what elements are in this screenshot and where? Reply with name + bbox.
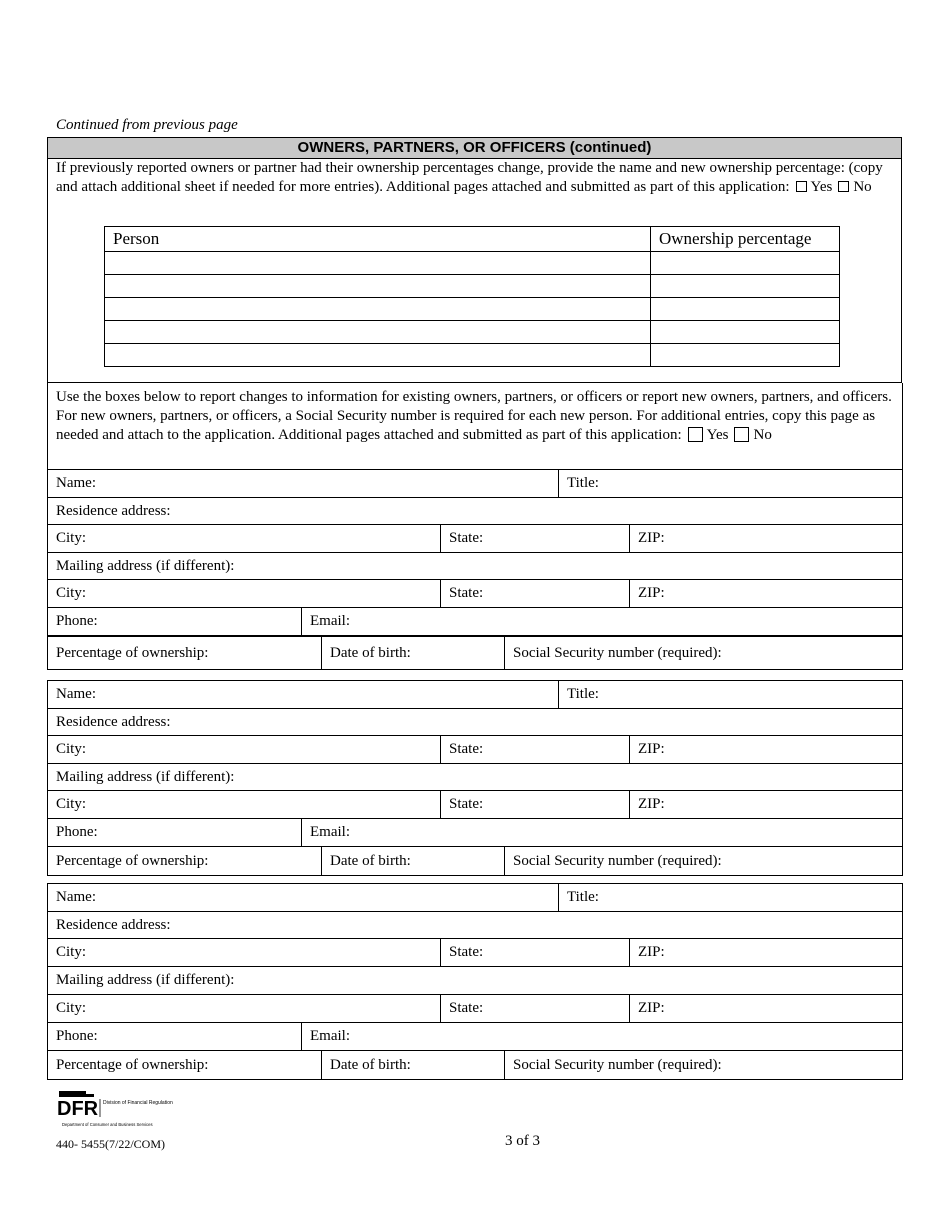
- mailing-city-field[interactable]: City:: [56, 585, 87, 601]
- page-number: 3 of 3: [505, 1133, 540, 1149]
- residence-address-field[interactable]: Residence address:: [56, 916, 171, 933]
- continued-note: Continued from previous page: [56, 117, 238, 133]
- city-field[interactable]: City:: [56, 741, 87, 757]
- percentage-field[interactable]: Percentage of ownership:: [56, 644, 209, 661]
- zip-field[interactable]: ZIP:: [629, 939, 902, 966]
- attached-yes-checkbox-2[interactable]: [688, 427, 703, 442]
- percentage-input[interactable]: [651, 321, 840, 344]
- attached-no-checkbox-1[interactable]: [838, 181, 849, 192]
- person-input[interactable]: [105, 298, 651, 321]
- city-field[interactable]: City:: [56, 530, 87, 546]
- city-row: [48, 791, 902, 819]
- mailing-state-field[interactable]: State:: [440, 580, 629, 607]
- person-input[interactable]: [105, 321, 651, 344]
- city-row: [48, 525, 902, 553]
- ownership-change-instructions: [56, 159, 896, 197]
- changes-instructions: [56, 388, 896, 445]
- residence-row: [48, 498, 902, 525]
- phone-field[interactable]: Phone:: [56, 824, 98, 840]
- name-row: [48, 884, 902, 912]
- title-field[interactable]: Title:: [558, 470, 902, 497]
- ownership-row: [48, 847, 902, 875]
- name-field[interactable]: Name:: [56, 686, 96, 702]
- title-field[interactable]: Title:: [558, 681, 902, 708]
- mailing-address-field[interactable]: Mailing address (if different):: [56, 972, 235, 988]
- percentage-input[interactable]: [651, 275, 840, 298]
- yes-label: Yes: [706, 427, 729, 443]
- residence-row: [48, 912, 902, 939]
- name-row: [48, 470, 902, 498]
- person-block-2: [47, 680, 903, 876]
- mailing-state-field[interactable]: State:: [440, 791, 629, 818]
- state-field[interactable]: State:: [440, 736, 629, 763]
- person-input[interactable]: [105, 344, 651, 367]
- phone-field[interactable]: Phone:: [56, 1028, 98, 1044]
- yes-label: Yes: [810, 179, 833, 195]
- table-row: [105, 344, 840, 367]
- email-field[interactable]: Email:: [301, 1023, 902, 1050]
- phone-row: [48, 608, 902, 636]
- logo-dept-text: Department of Consumer and Business Services: [62, 1122, 153, 1127]
- dob-field[interactable]: Date of birth:: [321, 847, 504, 875]
- mailing-row: [48, 967, 902, 995]
- phone-row: [48, 819, 902, 847]
- title-field[interactable]: Title:: [558, 884, 902, 911]
- city-field[interactable]: City:: [56, 944, 87, 960]
- phone-row: [48, 1023, 902, 1051]
- person-block-1: [47, 469, 903, 670]
- intro-text-1: If previously reported owners or partner had their ownership percentages change, provide the name and new ownership percentage: (copy and attach additional sheet if needed for more entries). Additional pages attached and submitted as part of this application:: [56, 160, 883, 195]
- intro-text-2: Use the boxes below to report changes to information for existing owners, partners, or officers or report new owners, partners, and officers. For new owners, partners, or officers, a Social Security number is required for each new person. For additional entries, copy this page as needed and attach to the application. Additional pages attached and submitted as part of this application:: [56, 389, 892, 443]
- attached-yes-checkbox-1[interactable]: [796, 181, 807, 192]
- ownership-row: [48, 1051, 902, 1079]
- state-field[interactable]: State:: [440, 939, 629, 966]
- mailing-row: [48, 764, 902, 791]
- col-percent-header: Ownership percentage: [651, 227, 840, 252]
- residence-address-field[interactable]: Residence address:: [56, 502, 171, 519]
- person-input[interactable]: [105, 252, 651, 275]
- residence-row: [48, 709, 902, 736]
- name-field[interactable]: Name:: [56, 475, 96, 491]
- mailing-row: [48, 553, 902, 580]
- phone-field[interactable]: Phone:: [56, 613, 98, 629]
- dob-field[interactable]: Date of birth:: [321, 1051, 504, 1079]
- person-block-3: [47, 883, 903, 1080]
- city-row: [48, 580, 902, 608]
- ssn-field[interactable]: Social Security number (required):: [504, 1051, 902, 1079]
- dfr-logo: [56, 1088, 173, 1132]
- name-field[interactable]: Name:: [56, 889, 96, 905]
- percentage-field[interactable]: Percentage of ownership:: [56, 1056, 209, 1073]
- email-field[interactable]: Email:: [301, 608, 902, 635]
- mailing-address-field[interactable]: Mailing address (if different):: [56, 768, 235, 785]
- percentage-input[interactable]: [651, 252, 840, 275]
- ownership-row: [48, 636, 902, 669]
- table-row: [105, 298, 840, 321]
- email-field[interactable]: Email:: [301, 819, 902, 846]
- logo-division-text: Division of Financial Regulation: [103, 1100, 173, 1106]
- city-row: [48, 939, 902, 967]
- mailing-state-field[interactable]: State:: [440, 995, 629, 1022]
- person-input[interactable]: [105, 275, 651, 298]
- col-person-header: Person: [105, 227, 651, 252]
- mailing-city-field[interactable]: City:: [56, 1000, 87, 1016]
- zip-field[interactable]: ZIP:: [629, 736, 902, 763]
- no-label: No: [853, 179, 872, 195]
- attached-no-checkbox-2[interactable]: [734, 427, 749, 442]
- table-row: [105, 275, 840, 298]
- zip-field[interactable]: ZIP:: [629, 525, 902, 552]
- mailing-zip-field[interactable]: ZIP:: [629, 580, 902, 607]
- form-number: 440- 5455(7/22/COM): [56, 1137, 165, 1151]
- mailing-city-field[interactable]: City:: [56, 796, 87, 812]
- percentage-field[interactable]: Percentage of ownership:: [56, 852, 209, 869]
- percentage-input[interactable]: [651, 344, 840, 367]
- dob-field[interactable]: Date of birth:: [321, 637, 504, 669]
- ownership-percentage-table: [104, 226, 840, 367]
- percentage-input[interactable]: [651, 298, 840, 321]
- city-row: [48, 995, 902, 1023]
- oregon-outline-icon: [59, 1091, 94, 1097]
- mailing-address-field[interactable]: Mailing address (if different):: [56, 557, 235, 574]
- mailing-zip-field[interactable]: ZIP:: [629, 995, 902, 1022]
- no-label: No: [753, 427, 772, 443]
- section-title: OWNERS, PARTNERS, OR OFFICERS (continued): [48, 138, 901, 159]
- table-row: [105, 252, 840, 275]
- city-row: [48, 736, 902, 764]
- name-row: [48, 681, 902, 709]
- ssn-field[interactable]: Social Security number (required):: [504, 637, 902, 669]
- ssn-field[interactable]: Social Security number (required):: [504, 847, 902, 875]
- residence-address-field[interactable]: Residence address:: [56, 713, 171, 730]
- table-row: [105, 321, 840, 344]
- mailing-zip-field[interactable]: ZIP:: [629, 791, 902, 818]
- state-field[interactable]: State:: [440, 525, 629, 552]
- dfr-logo-text: DFR: [57, 1098, 99, 1120]
